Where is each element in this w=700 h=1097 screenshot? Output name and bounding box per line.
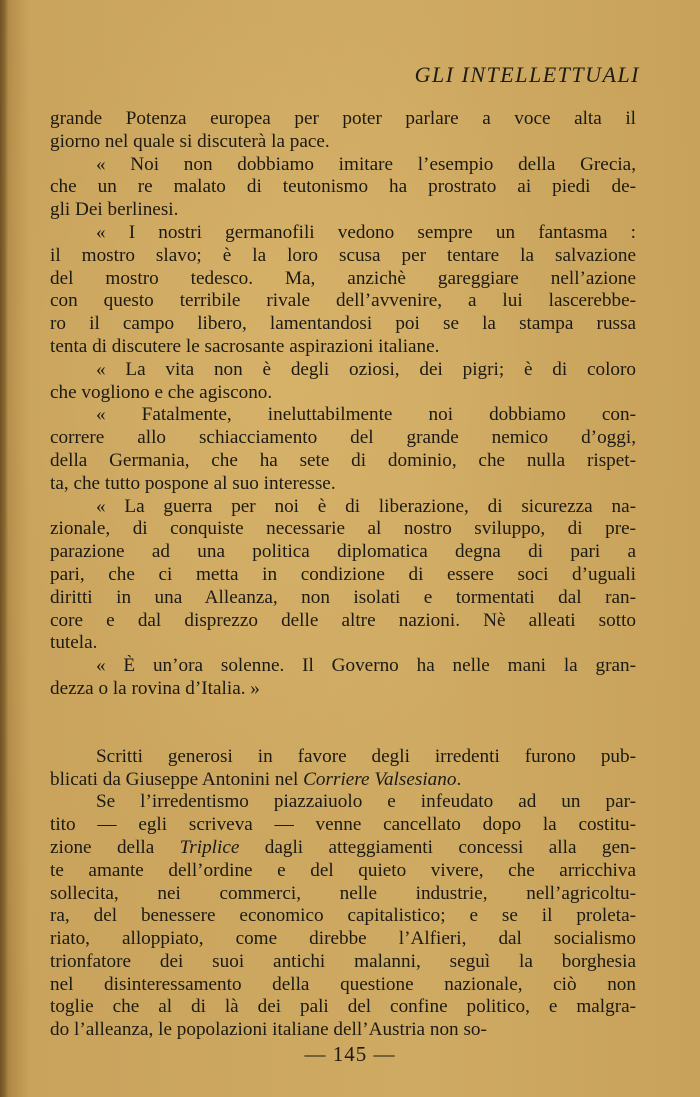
- text-line: « Fatalmente, ineluttabilmente noi dobbiamo con-: [96, 404, 636, 426]
- paragraph: [50, 359, 636, 405]
- text-line: « È un’ora solenne. Il Governo ha nelle mani la gran-: [96, 655, 636, 677]
- text-line: do l’alleanza, le popolazioni italiane dell’Austria non so-: [50, 1019, 487, 1041]
- text-line: correre allo schiacciamento del grande nemico d’oggi,: [50, 427, 636, 449]
- text-line: Se l’irredentismo piazzaiuolo e infeudato ad un par-: [96, 791, 636, 813]
- text-line: nel disinteressamento della questione nazionale, ciò non: [50, 973, 636, 995]
- paragraph: [50, 791, 636, 1042]
- body-text: [50, 108, 636, 1042]
- text-line: tutela.: [50, 632, 98, 654]
- paragraph: [50, 496, 636, 656]
- paragraph: [50, 222, 636, 359]
- text-line: Scritti generosi in favore degli irredenti furono pub-: [96, 745, 636, 767]
- text-line: te amante dell’ordine e del quieto vivere, che arricchiva: [50, 859, 636, 881]
- paragraph: [50, 746, 636, 792]
- text-line: « La guerra per noi è di liberazione, di sicurezza na-: [96, 495, 636, 517]
- text-line: pari, che ci metta in condizione di essere soci d’uguali: [50, 563, 636, 585]
- italic-title: Triplice: [179, 836, 240, 858]
- text-line: della Germania, che ha sete di dominio, che nulla rispet-: [50, 449, 636, 471]
- paragraph: [50, 655, 636, 701]
- paragraph: [50, 154, 636, 222]
- text-line: dezza o la rovina d’Italia. »: [50, 677, 260, 699]
- text-line: ta, che tutto pospone al suo interesse.: [50, 472, 336, 494]
- text-line: zionale, di conquiste necessarie al nostro sviluppo, di pre-: [50, 518, 636, 540]
- italic-title: Corriere Valsesiano: [303, 768, 457, 790]
- text-line: zione della Triplice dagli atteggiamenti concessi alla gen-: [50, 836, 636, 858]
- text-line: toglie che al di là dei pali del confine politico, e malgra-: [50, 996, 636, 1018]
- text-line: core e dal disprezzo delle altre nazioni. Nè alleati sotto: [50, 609, 636, 631]
- running-head: GLI INTELLETTUALI: [414, 62, 640, 87]
- text-line: il mostro slavo; è la loro scusa per tentare la salvazione: [50, 244, 636, 266]
- text-line: riato, alloppiato, come direbbe l’Alfieri, dal socialismo: [50, 928, 636, 950]
- text-line: che vogliono e che agiscono.: [50, 381, 273, 403]
- text-line: tenta di discutere le sacrosante aspirazioni italiane.: [50, 335, 440, 357]
- text-line: sollecita, nei commerci, nelle industrie, nell’agricoltu-: [50, 882, 636, 904]
- page-number: — 145 —: [304, 1042, 396, 1066]
- text-line: trionfatore dei suoi antichi malanni, seguì la borghesia: [50, 950, 636, 972]
- text-line: ro il campo libero, lamentandosi poi se la stampa russa: [50, 313, 636, 335]
- text-line: che un re malato di teutonismo ha prostrato ai piedi de-: [50, 176, 636, 198]
- text-line: tito — egli scriveva — venne cancellato dopo la costitu-: [50, 814, 636, 836]
- text-line: del mostro tedesco. Ma, anzichè gareggiare nell’azione: [50, 267, 636, 289]
- text-line: parazione ad una politica diplomatica degna di pari a: [50, 541, 636, 563]
- page-spine-shadow: [0, 0, 8, 1097]
- section-break: [50, 701, 636, 746]
- text-line: gli Dei berlinesi.: [50, 199, 179, 221]
- text-line: grande Potenza europea per poter parlare a voce alta il: [50, 108, 636, 129]
- text-line: diritti in una Alleanza, non isolati e tormentati dal ran-: [50, 586, 636, 608]
- text-line: « La vita non è degli oziosi, dei pigri; è di coloro: [96, 358, 636, 380]
- text-line: con questo terribile rivale dell’avvenire, a lui lascerebbe-: [50, 290, 636, 312]
- text-line: blicati da Giuseppe Antonini nel Corriere Valsesiano.: [50, 768, 462, 790]
- text-line: « Noi non dobbiamo imitare l’esempio della Grecia,: [96, 153, 636, 175]
- text-line: giorno nel quale si discuterà la pace.: [50, 130, 330, 152]
- text-line: « I nostri germanofili vedono sempre un fantasma :: [96, 221, 636, 243]
- paragraph: [50, 108, 636, 154]
- paragraph: [50, 404, 636, 495]
- text-line: ra, del benessere economico capitalistico; e se il proleta-: [50, 905, 636, 927]
